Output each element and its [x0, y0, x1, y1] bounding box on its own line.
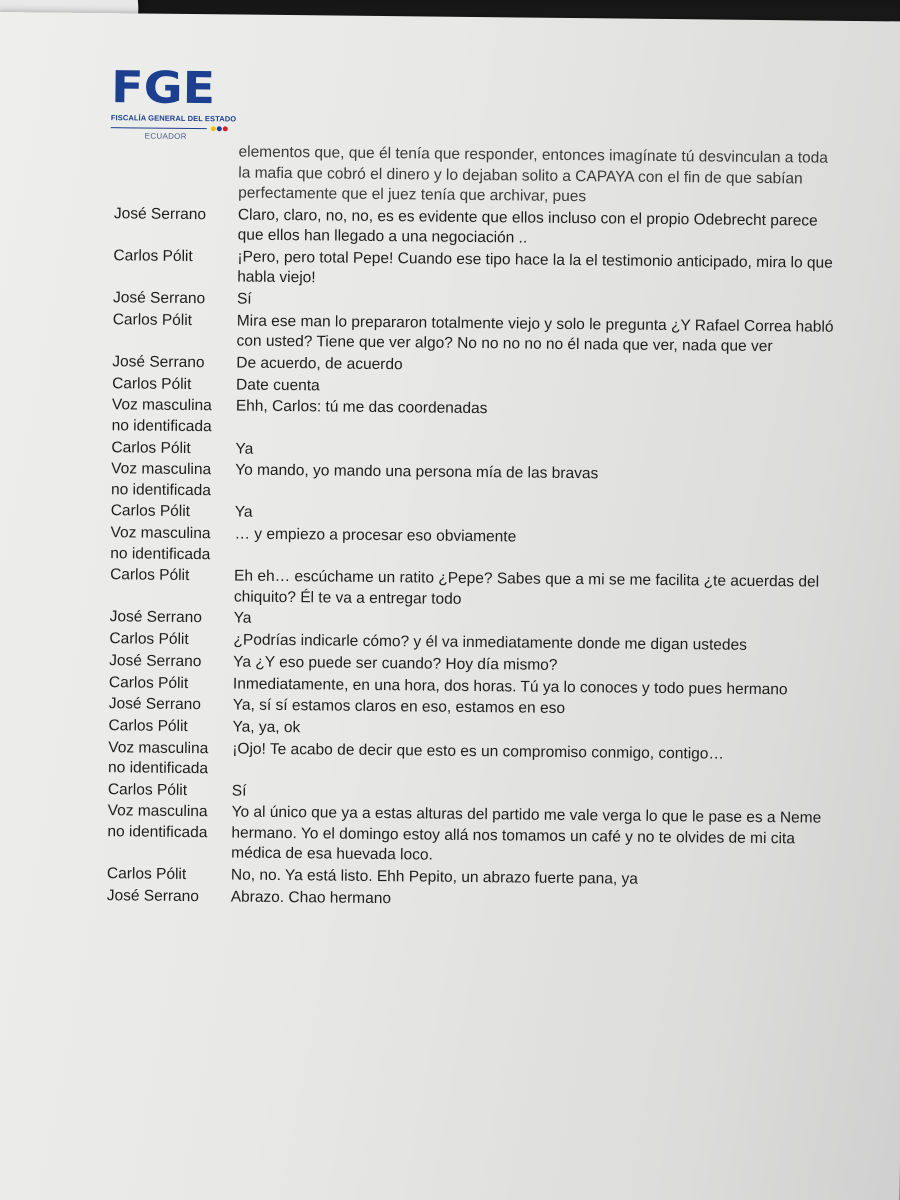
speech: Eh eh… escúchame un ratito ¿Pepe? Sabes que a mi se me facilita ¿te acuerdas del chiquito? Él te va a entregar todo — [233, 567, 820, 608]
speech: De acuerdo, de acuerdo — [236, 354, 403, 374]
speech: Ya — [235, 439, 254, 458]
speaker: Voz masculina no identificada — [108, 738, 209, 778]
logo-stripe — [111, 124, 229, 131]
transcript-row — [108, 141, 839, 210]
speech: Ya, ya, ok — [232, 718, 301, 737]
transcript-row — [105, 459, 835, 508]
speech: Ya — [233, 609, 252, 628]
transcript-row — [104, 565, 834, 614]
transcript-row — [107, 246, 837, 295]
speech: Ehh, Carlos: tú me das coordenadas — [235, 397, 488, 418]
speaker: Voz masculina no identificada — [110, 460, 212, 499]
speech: Inmediatamente, en una hora, dos horas. Tú ya lo conoces y todo pues hermano — [232, 674, 788, 698]
speaker: José Serrano — [109, 608, 202, 627]
speech: Ya, sí sí estamos claros en eso, estamos en eso — [232, 696, 566, 718]
speaker: Carlos Pólit — [109, 630, 189, 649]
speaker: Carlos Pólit — [106, 865, 187, 884]
speaker: Carlos Pólit — [112, 310, 193, 329]
transcript — [101, 141, 839, 915]
speaker: Carlos Pólit — [108, 717, 188, 735]
speaker: Carlos Pólit — [112, 374, 192, 393]
speech: … y empiezo a procesar eso obviamente — [234, 525, 517, 546]
speaker: José Serrano — [112, 353, 205, 372]
speech: No, no. Ya está listo. Ehh Pepito, un abrazo fuerte pana, ya — [230, 866, 639, 888]
speech: Claro, claro, no, no, es es evidente que ellos incluso con el propio Odebrecht parece que ellos han llegado a una negociación .. — [237, 206, 818, 247]
speech: Ya — [234, 503, 253, 522]
speech: elementos que, que él tenía que responder, entonces imagínate tú desvinculan a toda la mafia que cobró el dinero y lo dejaban solito a CAPAYA con el fin de que sabían perfectamente que el juez tenía que archivar, pues — [238, 143, 829, 206]
logo-institution-name: FISCALÍA GENERAL DEL ESTADO — [110, 113, 237, 124]
document-page — [0, 12, 900, 1200]
speech: ¿Podrías indicarle cómo? y él va inmediatamente donde me digan ustedes — [233, 631, 748, 654]
fge-logo — [110, 62, 242, 141]
speaker: Carlos Pólit — [113, 247, 193, 265]
speech: Yo al único que ya a estas alturas del partido me vale verga lo que le pase es a Neme hermano. Yo el domingo estoy allá nos tomamos un café y no te olvides de mi cita médica de esa huevada loco. — [231, 803, 822, 865]
speech: Sí — [231, 782, 247, 800]
speaker: Voz masculina no identificada — [110, 524, 211, 563]
logo-country: ECUADOR — [144, 131, 187, 141]
transcript-row — [104, 523, 834, 572]
transcript-row — [102, 738, 832, 787]
speaker: Voz masculina no identificada — [111, 396, 212, 436]
transcript-row — [106, 395, 836, 444]
speaker: Carlos Pólit — [110, 502, 191, 521]
speech: ¡Ojo! Te acabo de decir que esto es un compromiso conmigo, contigo… — [232, 740, 725, 763]
speech: Ya ¿Y eso puede ser cuando? Hoy día mismo? — [233, 653, 558, 674]
speech: Yo mando, yo mando una persona mía de las bravas — [235, 461, 599, 483]
speaker: Carlos Pólit — [111, 438, 191, 457]
speaker: Carlos Pólit — [108, 673, 189, 692]
speaker: José Serrano — [112, 289, 206, 308]
logo-mark: FGE — [110, 62, 216, 115]
transcript-row — [108, 204, 838, 253]
speech: ¡Pero, pero total Pepe! Cuando ese tipo hace la la el testimonio anticipado, mira lo que habla viejo! — [237, 248, 833, 287]
speech: Mira ese man lo prepararon totalmente viejo y solo le pregunta ¿Y Rafael Correa habló con usted? Tiene que ver algo? No no no no no él nada que ver, nada que ver — [236, 312, 834, 356]
speaker: Carlos Pólit — [107, 780, 188, 799]
speaker: Voz masculina no identificada — [107, 802, 208, 842]
transcript-row — [101, 802, 832, 871]
speech: Sí — [236, 290, 252, 308]
speech: Abrazo. Chao hermano — [230, 888, 392, 907]
speaker — [108, 141, 239, 204]
speaker: José Serrano — [109, 651, 202, 670]
logo-stripe-line — [111, 127, 207, 129]
speaker: José Serrano — [108, 695, 202, 714]
speech: Date cuenta — [236, 376, 320, 394]
logo-dot-yellow — [211, 126, 216, 131]
speaker: José Serrano — [113, 204, 207, 223]
logo-dot-red — [223, 126, 228, 131]
logo-dot-blue — [217, 126, 222, 131]
speaker: Carlos Pólit — [110, 566, 190, 585]
transcript-row — [106, 310, 836, 359]
speaker: José Serrano — [106, 886, 200, 905]
